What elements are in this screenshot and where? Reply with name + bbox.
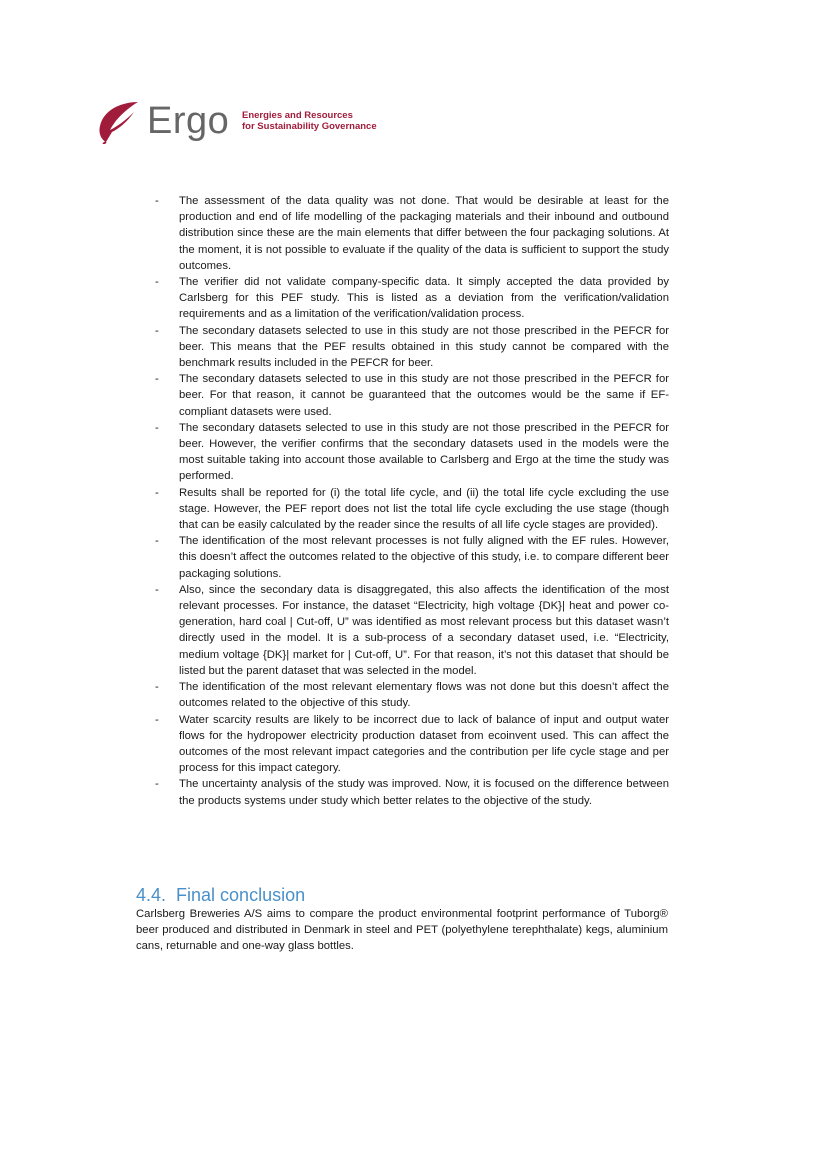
bullet-dash: - — [155, 421, 159, 434]
bullet-dash: - — [155, 713, 159, 726]
tagline-line-2: for Sustainability Governance — [242, 121, 377, 132]
list-item — [155, 533, 669, 582]
list-item — [155, 582, 669, 679]
list-item-text: The secondary datasets selected to use in this study are not those prescribed in the PEFCR for beer. However, the verifier confirms that the secondary datasets used in the models were the most suitable taking into account those available to Carlsberg and Ergo at the time the study was performed. — [179, 421, 669, 483]
bullet-dash: - — [155, 373, 159, 386]
bullet-dash: - — [155, 276, 159, 289]
list-item — [155, 371, 669, 420]
list-item-text: The assessment of the data quality was not done. That would be desirable at least for the production and end of life modelling of the packaging materials and their inbound and outbound distribution since these are the main elements that differ between the four packaging solutions. At the moment, it is not possible to evaluate if the quality of the data is sufficient to support the study outcomes. — [179, 195, 669, 272]
list-item — [155, 193, 669, 274]
ergo-logo-text: Ergo — [147, 100, 230, 142]
bullet-dash: - — [155, 681, 159, 694]
section-title: Final conclusion — [176, 885, 306, 905]
section-number: 4.4. — [136, 885, 167, 905]
bullet-dash: - — [155, 324, 159, 337]
list-item — [155, 485, 669, 534]
list-item — [155, 323, 669, 372]
list-item-text: The identification of the most relevant elementary flows was not done but this doesn’t affect the outcomes related to the objective of this study. — [179, 681, 669, 710]
bullet-dash: - — [155, 486, 159, 499]
list-item-text: The secondary datasets selected to use in this study are not those prescribed in the PEFCR for beer. For that reason, it cannot be guaranteed that the outcomes would be the same if EF-compliant datasets were used. — [179, 373, 669, 418]
list-item — [155, 776, 669, 808]
bullet-dash: - — [155, 778, 159, 791]
list-item-text: The verifier did not validate company-specific data. It simply accepted the data provided by Carlsberg for this PEF study. This is listed as a deviation from the verification/validation requirements and as a limitation of the verification/validation process. — [179, 276, 669, 321]
page-header — [96, 96, 496, 146]
list-item-text: The secondary datasets selected to use in this study are not those prescribed in the PEFCR for beer. This means that the PEF results obtained in this study cannot be compared with the benchmark results included in the PEFCR for beer. — [179, 324, 669, 370]
list-item-text: Results shall be reported for (i) the total life cycle, and (ii) the total life cycle excluding the use stage. However, the PEF report does not list the total life cycle excluding the use stage (though that can be easily calculated by the reader since the results of all life cycle stages are provided). — [179, 486, 669, 532]
list-item-text: The uncertainty analysis of the study was improved. Now, it is focused on the difference between the products systems under study which better relates to the objective of the study. — [179, 778, 669, 807]
bullet-dash: - — [155, 195, 159, 207]
tagline-line-1: Energies and Resources — [242, 110, 353, 121]
section-heading — [136, 883, 305, 907]
list-item — [155, 420, 669, 485]
list-item — [155, 274, 669, 323]
ergo-leaf-logo-icon — [96, 100, 140, 144]
bullet-dash: - — [155, 535, 159, 548]
verification-limitations-list — [155, 193, 669, 809]
ergo-tagline — [242, 110, 377, 132]
list-item-text: The identification of the most relevant processes is not fully aligned with the EF rules. However, this doesn’t affect the outcomes related to the objective of this study, i.e. to compare different beer packaging solutions. — [179, 535, 669, 580]
list-item — [155, 679, 669, 711]
conclusion-paragraph: Carlsberg Breweries A/S aims to compare the product environmental footprint performance of Tuborg® beer produced and distributed in Denmark in steel and PET (polyethylene terephthalate) kegs, aluminium cans, returnable and one-way glass bottles. — [136, 908, 668, 953]
list-item-text: Also, since the secondary data is disaggregated, this also affects the identification of the most relevant processes. For instance, the dataset “Electricity, high voltage {DK}| heat and power co-generation, hard coal | Cut-off, U” was identified as most relevant process but this dataset wasn’t directly used in the model. It is a sub-process of a secondary dataset used, i.e. “Electricity, medium voltage {DK}| market for | Cut-off, U”. For that reason, it’s not this dataset that should be listed but the parent dataset that was selected in the model. — [179, 583, 669, 677]
list-item — [155, 712, 669, 777]
bullet-dash: - — [155, 583, 159, 596]
list-item-text: Water scarcity results are likely to be incorrect due to lack of balance of input and output water flows for the hydropower electricity production dataset from ecoinvent used. This can affect the outcomes of the most relevant impact categories and the contribution per life cycle stage and per process for this impact category. — [179, 713, 669, 775]
